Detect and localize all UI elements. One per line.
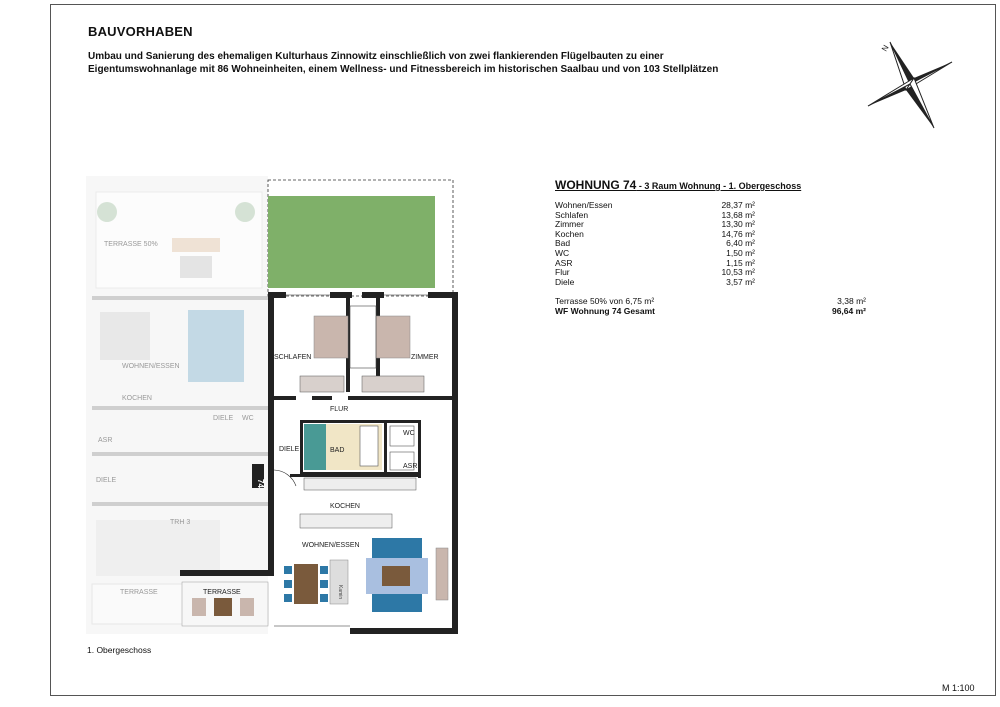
- apartment-name: WOHNUNG 74: [555, 178, 637, 192]
- sofa-bottom: [372, 592, 422, 612]
- room-label: Kochen: [555, 228, 584, 239]
- room-label: Flur: [555, 267, 570, 278]
- room-label-zimmer: ZIMMER: [411, 354, 439, 361]
- fireplace-label: Kamin: [337, 585, 343, 600]
- terrace-chair: [192, 598, 206, 616]
- room-row: [555, 249, 755, 259]
- total-row: [555, 307, 866, 317]
- room-area: 1,50 m²: [726, 247, 755, 258]
- room-row: [555, 278, 755, 288]
- room-label-kochen: KOCHEN: [330, 503, 360, 510]
- ghost-label: DIELE: [96, 477, 117, 484]
- ghost-label: ASR: [98, 437, 113, 444]
- unit-number: 74: [256, 479, 265, 488]
- room-label: Schlafen: [555, 209, 589, 220]
- room-area: 14,76 m²: [721, 228, 755, 239]
- ghost-label: DIELE: [213, 415, 234, 422]
- floor-plan: [84, 174, 464, 638]
- apartment-subtitle: - 3 Raum Wohnung - 1. Obergeschoss: [636, 181, 802, 191]
- room-area-list: [555, 201, 755, 287]
- room-area: 6,40 m²: [726, 238, 755, 249]
- room-label-asr: ASR: [403, 463, 418, 470]
- north-arrow-icon: [862, 38, 958, 130]
- room-area: 13,30 m²: [721, 219, 755, 230]
- description-line-1: Umbau und Sanierung des ehemaligen Kulturhaus Zinnowitz einschließlich von zwei flankierenden Flügelbauten zu einer: [88, 51, 664, 62]
- room-row: [555, 230, 755, 240]
- description-line-2: Eigentumswohnanlage mit 86 Wohneinheiten, einem Wellness- und Fitnessbereich im historischen Saalbau und von 103 Stellplätzen: [88, 64, 719, 75]
- room-row: [555, 268, 755, 278]
- wardrobes: [300, 376, 424, 392]
- floor-label: 1. Obergeschoss: [87, 645, 152, 655]
- room-area: 13,68 m²: [721, 209, 755, 220]
- dining-table: [294, 564, 318, 604]
- room-area: 28,37 m²: [721, 200, 755, 210]
- beds: [314, 306, 410, 368]
- room-area: 3,57 m²: [726, 276, 755, 287]
- room-label-wc: WC: [403, 430, 415, 437]
- svg-text:N: N: [879, 43, 891, 53]
- total-area: 96,64 m²: [831, 305, 866, 316]
- terrace-chair: [240, 598, 254, 616]
- kitchen-counter: [304, 478, 416, 490]
- project-description: [88, 50, 788, 76]
- room-label-flur: FLUR: [330, 406, 349, 413]
- room-label-terrasse: TERRASSE: [203, 589, 241, 596]
- coffee-table: [382, 566, 410, 586]
- room-label-bad: BAD: [330, 447, 345, 454]
- ghost-label: WC: [242, 415, 254, 422]
- scale-label: M 1:100: [942, 683, 975, 693]
- total-label: WF Wohnung 74 Gesamt: [555, 305, 655, 316]
- ghost-label: KOCHEN: [122, 395, 152, 402]
- room-label-wohnen: WOHNEN/ESSEN: [302, 542, 360, 549]
- ghost-label: TERRASSE 50%: [104, 241, 158, 248]
- ghost-label: TRH 3: [170, 519, 191, 526]
- room-area: 1,15 m²: [726, 257, 755, 268]
- room-label: Zimmer: [555, 219, 584, 230]
- apartment-heading: [555, 178, 801, 192]
- terrace-label: Terrasse 50% von 6,75 m²: [555, 296, 655, 306]
- room-label-diele: DIELE: [279, 446, 300, 453]
- bathtub: [360, 426, 378, 466]
- terrace-table: [214, 598, 232, 616]
- room-label-schlafen: SCHLAFEN: [274, 354, 312, 361]
- area-summary: [555, 297, 866, 317]
- room-label: Bad: [555, 238, 571, 249]
- kitchen-island: [300, 514, 392, 528]
- ghost-label: TERRASSE: [120, 589, 158, 596]
- room-label: Diele: [555, 276, 575, 287]
- ghost-label: WOHNEN/ESSEN: [122, 363, 180, 370]
- sideboard: [436, 548, 448, 600]
- project-title: BAUVORHABEN: [88, 24, 193, 39]
- room-label: WC: [555, 247, 570, 258]
- garden-area: [268, 196, 435, 288]
- room-label: Wohnen/Essen: [555, 200, 613, 210]
- room-row: [555, 239, 755, 249]
- sofa-top: [372, 538, 422, 560]
- terrace-area: 3,38 m²: [837, 296, 866, 306]
- room-label: ASR: [555, 257, 573, 268]
- tile-wall: [304, 424, 326, 470]
- room-area: 10,53 m²: [721, 267, 755, 278]
